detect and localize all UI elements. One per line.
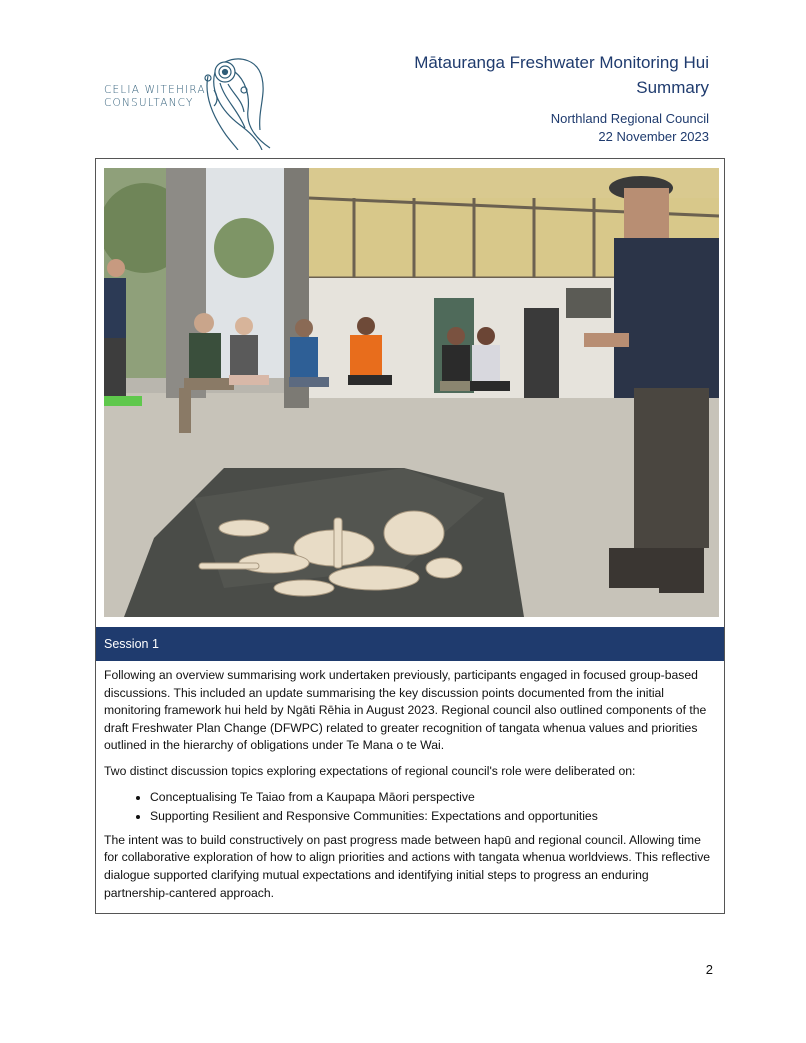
logo-wordmark xyxy=(104,84,206,110)
hui-photo xyxy=(104,168,719,617)
paragraph-intent: The intent was to build constructively on past progress made between hapū and regional council. Allowing time for collaborative exploration of how to align priorities and actions with tangata whenua worldviews. This reflective dialogue supported clarifying mutual expectations and identifying initial steps to progress an enduring partnership-cantered approach. xyxy=(104,832,711,900)
paragraph-topics-intro: Two distinct discussion topics exploring expectations of regional council's role were deliberated on: xyxy=(104,763,636,778)
session-heading: Session 1 xyxy=(96,627,724,661)
koru-emblem-icon xyxy=(200,50,275,150)
session-body xyxy=(104,667,716,910)
paragraph-overview: Following an overview summarising work undertaken previously, participants engaged in focused group-based discussions. This included an update summarising the key discussion points documented from the initial monitoring framework hui held by Ngāti Rēhia in August 2023. Regional council also outlined components of the draft Freshwater Plan Change (DFWPC) related to greater recognition of tangata whenua values and priorities outlined in the hierarchy of obligations under Te Mana o te Wai. xyxy=(104,668,707,753)
report-header xyxy=(389,50,709,146)
content-frame xyxy=(95,158,725,914)
consultancy-logo xyxy=(100,50,280,150)
report-date: 22 November 2023 xyxy=(598,129,709,144)
logo-line-1: CELIA WITEHIRA xyxy=(104,84,206,96)
list-item: • Conceptualising Te Taiao from a Kaupapa Māori perspective xyxy=(150,789,716,807)
report-title: Mātauranga Freshwater Monitoring Hui Summary xyxy=(414,53,709,97)
organisation-name: Northland Regional Council xyxy=(550,111,709,126)
topic-list xyxy=(104,789,716,826)
hui-photo-illustration xyxy=(104,168,719,617)
list-item: • Supporting Resilient and Responsive Communities: Expectations and opportunities xyxy=(150,808,716,826)
logo-line-2: CONSULTANCY xyxy=(104,97,194,109)
page-number: 2 xyxy=(705,962,713,977)
